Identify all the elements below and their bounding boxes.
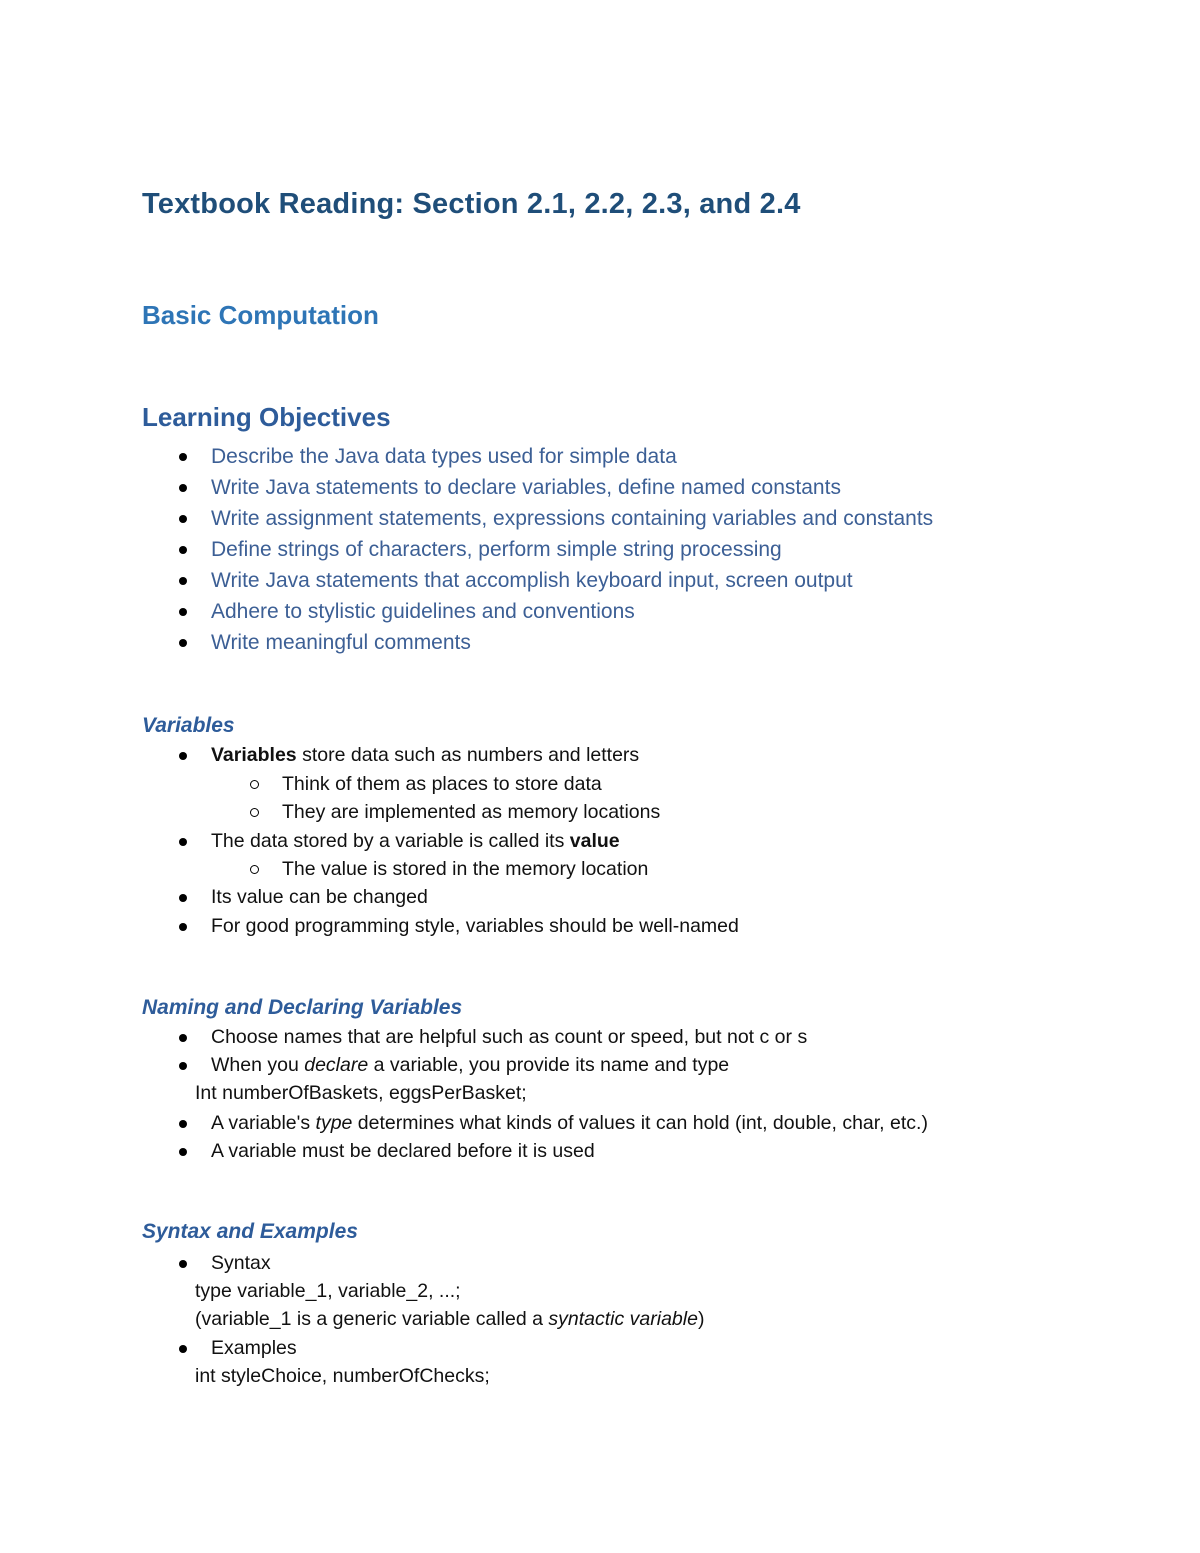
bullet-icon (179, 1148, 187, 1156)
circle-bullet-icon (250, 780, 259, 789)
code-line: type variable_1, variable_2, ...; (195, 1280, 461, 1302)
bullet-icon (179, 608, 187, 616)
circle-bullet-icon (250, 865, 259, 874)
sub-list-item: They are implemented as memory locations (282, 801, 661, 823)
objective-item: Adhere to stylistic guidelines and conventions (211, 600, 635, 623)
bullet-icon (179, 546, 187, 554)
list-item: Examples (211, 1337, 297, 1359)
list-item (211, 744, 639, 767)
bullet-icon (179, 577, 187, 585)
bullet-icon (179, 484, 187, 492)
objective-item: Write assignment statements, expressions containing variables and constants (211, 507, 934, 530)
list-item: Choose names that are helpful such as count or speed, but not c or s (211, 1026, 808, 1048)
objective-item: Write Java statements to declare variables, define named constants (211, 476, 841, 499)
bold-term: value (569, 830, 620, 852)
bullet-icon (179, 752, 187, 760)
variables-heading: Variables (142, 714, 235, 737)
bullet-icon (179, 894, 187, 902)
circle-bullet-icon (250, 808, 259, 817)
bullet-icon (179, 1034, 187, 1042)
code-text: (variable_1 is a generic variable called a (195, 1308, 549, 1330)
bullet-icon (179, 515, 187, 523)
italic-term: syntactic variable (548, 1308, 698, 1330)
bullet-icon (179, 1345, 187, 1353)
bullet-icon (179, 639, 187, 647)
bullet-icon (179, 923, 187, 931)
code-text: ) (697, 1308, 705, 1330)
objective-item: Define strings of characters, perform simple string processing (211, 538, 782, 561)
naming-heading: Naming and Declaring Variables (142, 996, 463, 1019)
sub-list-item: The value is stored in the memory location (282, 858, 649, 880)
section-subtitle: Basic Computation (142, 300, 379, 330)
bullet-icon (179, 1260, 187, 1268)
list-item: Syntax (211, 1252, 271, 1274)
list-item-text: The data stored by a variable is called its (211, 830, 570, 852)
list-item-text: determines what kinds of values it can hold (int, double, char, etc.) (352, 1112, 928, 1134)
objective-item: Write meaningful comments (211, 631, 471, 654)
sub-list-item: Think of them as places to store data (282, 773, 602, 795)
bullet-icon (179, 453, 187, 461)
code-line: Int numberOfBaskets, eggsPerBasket; (195, 1082, 527, 1104)
page-title: Textbook Reading: Section 2.1, 2.2, 2.3, and 2.4 (142, 188, 801, 220)
objective-item: Describe the Java data types used for simple data (211, 445, 677, 468)
bold-term: Variables (211, 744, 297, 766)
code-line: int styleChoice, numberOfChecks; (195, 1365, 490, 1387)
italic-term: declare (304, 1054, 369, 1076)
list-item-text: When you (211, 1054, 305, 1076)
syntax-heading: Syntax and Examples (142, 1220, 358, 1243)
list-item-text: store data such as numbers and letters (296, 744, 640, 766)
bullet-icon (179, 1062, 187, 1070)
objectives-heading: Learning Objectives (142, 402, 391, 432)
list-item: A variable must be declared before it is used (211, 1140, 595, 1162)
list-item-text: a variable, you provide its name and type (368, 1054, 730, 1076)
bullet-icon (179, 1120, 187, 1128)
code-line (195, 1308, 704, 1331)
list-item (211, 1112, 928, 1135)
list-item: Its value can be changed (211, 886, 428, 908)
list-item (211, 830, 620, 853)
list-item: For good programming style, variables should be well-named (211, 915, 739, 937)
bullet-icon (179, 838, 187, 846)
list-item (211, 1054, 729, 1077)
italic-term: type (315, 1112, 353, 1134)
objective-item: Write Java statements that accomplish keyboard input, screen output (211, 569, 853, 592)
list-item-text: A variable's (211, 1112, 316, 1134)
